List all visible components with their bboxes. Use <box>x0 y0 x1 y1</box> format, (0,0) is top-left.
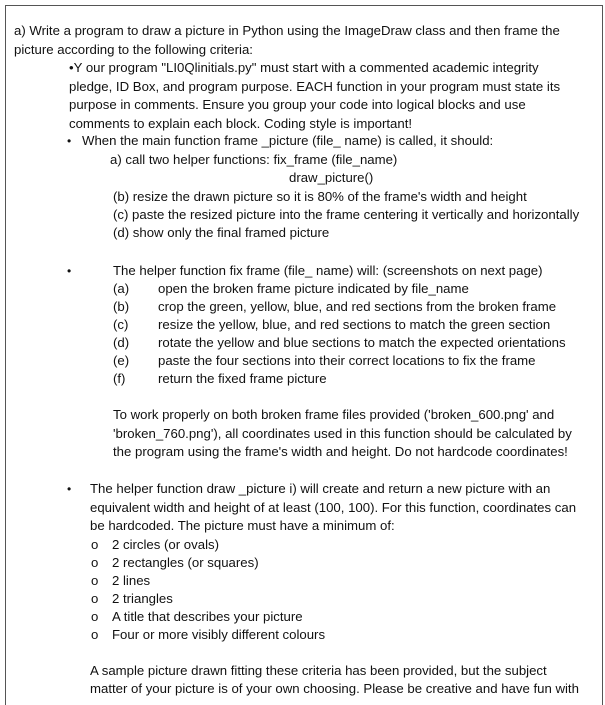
draw-intro-line-3: be hardcoded. The picture must have a minimum of: <box>90 518 395 533</box>
fix-note-line-1: To work properly on both broken frame files provided ('broken_600.png' and <box>113 407 555 422</box>
fix-step-label: (b) <box>113 299 130 314</box>
fix-note-line-2: 'broken_760.png'), all coordinates used in this function should be calculated by <box>113 426 572 441</box>
main-bullet-text: When the main function frame _picture (file_ name) is called, it should: <box>82 133 494 148</box>
intro-line-2: picture according to the following criteria: <box>14 42 253 57</box>
fix-step-text: return the fixed frame picture <box>158 371 327 386</box>
req1-line-4: comments to explain each block. Coding style is important! <box>69 116 413 131</box>
draw-item-marker: o <box>91 573 99 588</box>
closing-line-2: matter of your picture is of your own choosing. Please be creative and have fun with <box>90 681 579 696</box>
draw-item-marker: o <box>91 609 99 624</box>
main-item-b: (b) resize the drawn picture so it is 80% of the frame's width and height <box>113 189 527 204</box>
fix-step-text: rotate the yellow and blue sections to match the expected orientations <box>158 335 566 350</box>
draw-item: 2 lines <box>112 573 151 588</box>
intro-line-1: a) Write a program to draw a picture in Python using the ImageDraw class and then frame the <box>14 23 560 38</box>
fix-step-text: resize the yellow, blue, and red sections to match the green section <box>158 317 551 332</box>
fix-step-text: crop the green, yellow, blue, and red sections from the broken frame <box>158 299 557 314</box>
draw-item: 2 rectangles (or squares) <box>112 555 259 570</box>
draw-intro-line-2: equivalent width and height of at least (100, 100). For this function, coordinates can <box>90 500 577 515</box>
fix-step-text: paste the four sections into their correct locations to fix the frame <box>158 353 536 368</box>
main-item-a-second: draw_picture() <box>289 170 374 185</box>
req1-line-1: •Y our program "LI0Qlinitials.py" must start with a commented academic integrity <box>69 60 539 75</box>
main-item-c: (c) paste the resized picture into the frame centering it vertically and horizontally <box>113 207 580 222</box>
req1-line-3: purpose in comments. Ensure you group your code into logical blocks and use <box>69 97 526 112</box>
fix-step-text: open the broken frame picture indicated by file_name <box>158 281 469 296</box>
main-item-a: a) call two helper functions: fix_frame (file_name) <box>110 152 398 167</box>
main-item-d: (d) show only the final framed picture <box>113 225 330 240</box>
draw-bullet-dot: • <box>67 482 72 496</box>
fix-bullet-dot: • <box>67 264 72 278</box>
fix-step-label: (a) <box>113 281 130 296</box>
fix-step-label: (d) <box>113 335 130 350</box>
fix-step-label: (f) <box>113 371 126 386</box>
fix-note-line-3: the program using the frame's width and height. Do not hardcode coordinates! <box>113 444 568 459</box>
draw-intro-line-1: The helper function draw _picture i) will create and return a new picture with an <box>90 481 551 496</box>
draw-item: 2 circles (or ovals) <box>112 537 219 552</box>
draw-item: Four or more visibly different colours <box>112 627 326 642</box>
closing-line-1: A sample picture drawn fitting these criteria has been provided, but the subject <box>90 663 547 678</box>
draw-item: 2 triangles <box>112 591 173 606</box>
draw-item-marker: o <box>91 591 99 606</box>
draw-item-marker: o <box>91 555 99 570</box>
main-bullet-dot: • <box>67 134 72 148</box>
draw-item-marker: o <box>91 627 99 642</box>
draw-item-marker: o <box>91 537 99 552</box>
req1-line-2: pledge, ID Box, and program purpose. EACH function in your program must state its <box>69 79 561 94</box>
fix-step-label: (e) <box>113 353 130 368</box>
draw-item: A title that describes your picture <box>112 609 303 624</box>
fix-step-label: (c) <box>113 317 129 332</box>
fix-heading: The helper function fix frame (file_ name) will: (screenshots on next page) <box>113 263 543 278</box>
